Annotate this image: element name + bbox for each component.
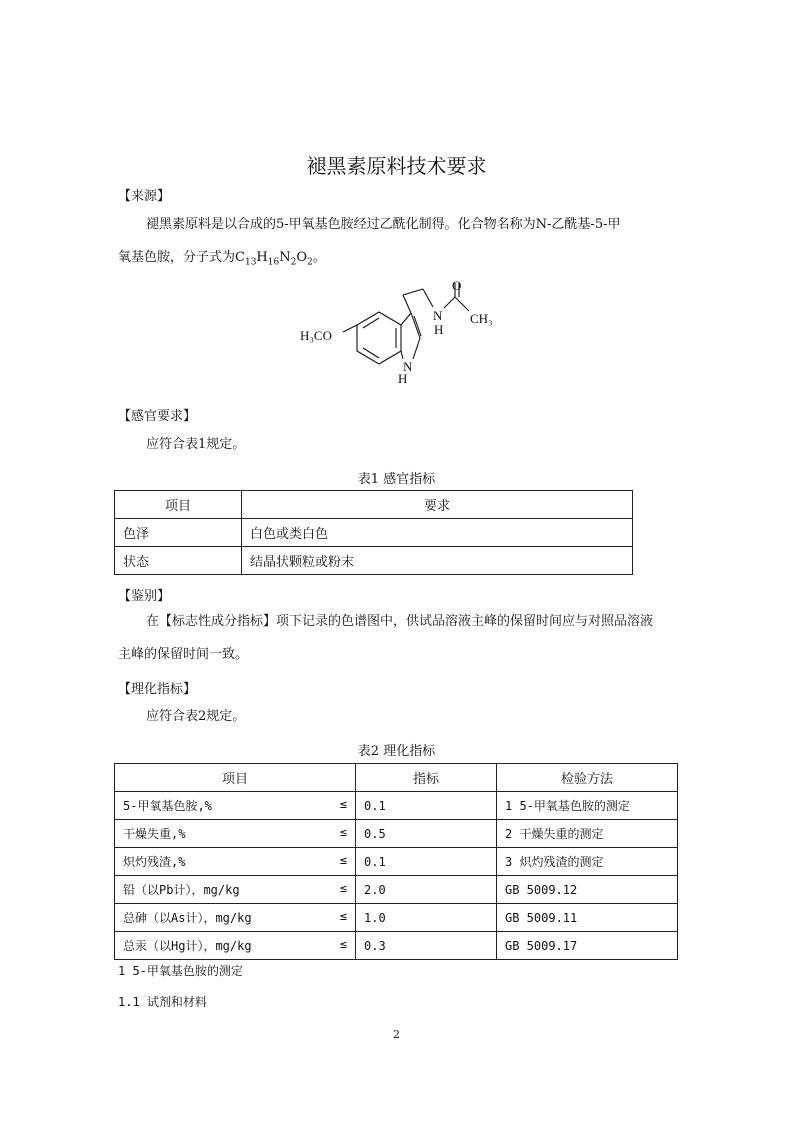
table-cell-item: 总汞（以Hg计），mg/kg ≤ <box>115 932 356 960</box>
sensory-table <box>114 490 633 575</box>
section-heading-identification: 【鉴别】 <box>118 589 171 604</box>
table-cell-value: 0.1 <box>356 848 497 876</box>
table-row <box>115 848 678 876</box>
physchem-paragraph: 应符合表2规定。 <box>146 709 246 724</box>
table-row <box>115 876 678 904</box>
table-cell-item: 炽灼残渣,% ≤ <box>115 848 356 876</box>
table-cell-method: GB 5009.12 <box>497 876 678 904</box>
melatonin-structure-diagram <box>295 275 505 390</box>
structure-label-indole-h: H <box>398 371 408 386</box>
structure-label-oxygen: O <box>452 278 462 293</box>
table-cell-value: 1.0 <box>356 904 497 932</box>
table-row <box>115 792 678 820</box>
structure-label-methoxy: H₃CO <box>300 328 332 343</box>
table-row <box>115 904 678 932</box>
table-cell-method: 1 5-甲氧基色胺的测定 <box>497 792 678 820</box>
molecular-formula: $C_{13}H_{16}N_2O_2$。 <box>235 250 326 268</box>
table-header-cell: 检验方法 <box>497 764 678 792</box>
table-header-cell: 项目 <box>115 491 242 519</box>
table-cell-method: 2 干燥失重的测定 <box>497 820 678 848</box>
page-number: 2 <box>393 1028 400 1041</box>
structure-label-amide-n: N <box>433 308 443 323</box>
section-heading-method-1-1: 1.1 试剂和材料 <box>118 995 207 1009</box>
table-row <box>115 519 633 547</box>
table-cell-value: 0.5 <box>356 820 497 848</box>
table-header-cell: 要求 <box>242 491 633 519</box>
table-cell-item: 铅（以Pb计），mg/kg ≤ <box>115 876 356 904</box>
table-row <box>115 932 678 960</box>
table-cell-method: GB 5009.11 <box>497 904 678 932</box>
section-heading-method-1: 1 5-甲氧基色胺的测定 <box>118 964 243 978</box>
table-cell: 白色或类白色 <box>242 519 633 547</box>
structure-label-methyl: CH₃ <box>470 311 493 326</box>
table-header-cell: 指标 <box>356 764 497 792</box>
section-heading-source: 【来源】 <box>118 189 171 204</box>
table-cell-value: 2.0 <box>356 876 497 904</box>
table1-caption: 表1 感官指标 <box>357 472 436 487</box>
table-cell-item: 5-甲氧基色胺,% ≤ <box>115 792 356 820</box>
structure-label-indole-n: N <box>403 359 413 374</box>
identification-paragraph: 在【标志性成分指标】项下记录的色谱图中，供试品溶液主峰的保留时间应与对照品溶液 主峰的保留时间一致。 <box>118 614 654 662</box>
source-paragraph: 褪黑素原料是以合成的5-甲氧基色胺经过乙酰化制得。化合物名称为N-乙酰基-5-甲 氧基色胺，分子式为$C_{13}H_{16}N_2O_2$。 <box>118 217 621 268</box>
table-cell-method: GB 5009.17 <box>497 932 678 960</box>
table-header-cell: 项目 <box>115 764 356 792</box>
table-row <box>115 820 678 848</box>
table-header-row <box>115 764 678 792</box>
table-cell: 结晶状颗粒或粉末 <box>242 547 633 575</box>
document-title: 褪黑素原料技术要求 <box>306 154 487 178</box>
table-cell-value: 0.1 <box>356 792 497 820</box>
table-cell: 色泽 <box>115 519 242 547</box>
structure-label-amide-h: H <box>434 322 444 337</box>
table-cell-item: 总砷（以As计），mg/kg ≤ <box>115 904 356 932</box>
table2-caption: 表2 理化指标 <box>357 744 436 759</box>
table-row <box>115 547 633 575</box>
table-header-row <box>115 491 633 519</box>
table-cell-item: 干燥失重,% ≤ <box>115 820 356 848</box>
table-cell: 状态 <box>115 547 242 575</box>
section-heading-physchem: 【理化指标】 <box>118 682 197 697</box>
section-heading-sensory: 【感官要求】 <box>118 409 197 424</box>
table-cell-method: 3 炽灼残渣的测定 <box>497 848 678 876</box>
table-cell-value: 0.3 <box>356 932 497 960</box>
physchem-table <box>114 763 678 960</box>
sensory-paragraph: 应符合表1规定。 <box>146 437 246 452</box>
